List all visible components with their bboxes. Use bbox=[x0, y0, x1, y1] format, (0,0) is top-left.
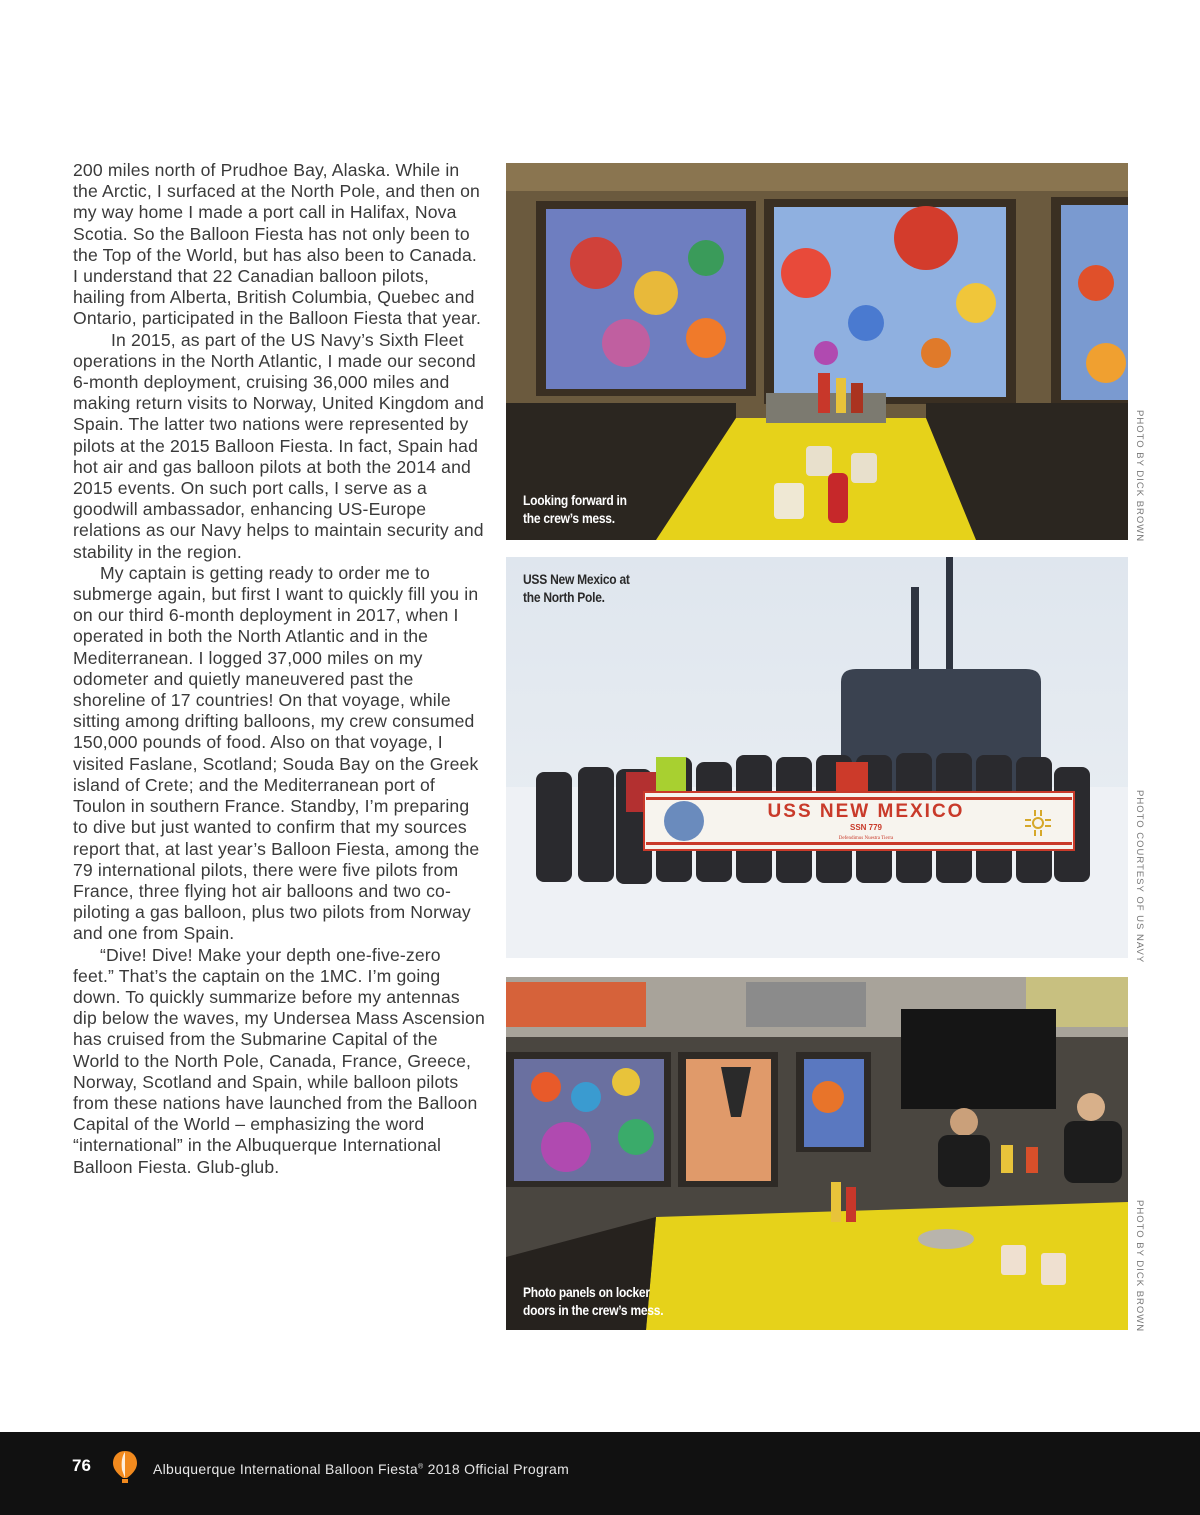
article-paragraph-2: In 2015, as part of the US Navy’s Sixth Fleet operations in the North Atlantic, I made our second 6-month deployment, cruising 36,000 miles and making return visits to Norway, United Kingdom and Spain. The latter two nations were represented by pilots at the 2015 Balloon Fiesta. In fact, Spain had hot air and gas balloon pilots at both the 2014 and 2015 events. On such port calls, I serve as a goodwill ambassador, enhancing US-Europe relations as our Navy helps to maintain security and stability in the region. bbox=[73, 329, 485, 562]
article-column bbox=[73, 160, 485, 1178]
photo-caption-locker-panels bbox=[523, 1283, 678, 1319]
publication-name: Albuquerque International Balloon Fiesta bbox=[153, 1461, 418, 1477]
photo-locker-panels-image bbox=[506, 977, 1128, 1330]
page-footer bbox=[0, 1432, 1200, 1515]
caption-line: doors in the crew’s mess. bbox=[523, 1302, 664, 1318]
page-number: 76 bbox=[72, 1456, 91, 1475]
caption-line: USS New Mexico at bbox=[523, 571, 630, 587]
article-paragraph-4: “Dive! Dive! Make your depth one-five-zero feet.” That’s the captain on the 1MC. I’m going down. To quickly summarize before my antennas dip below the waves, my Undersea Mass Ascension has cruised from the Submarine Capital of the World to the North Pole, Canada, France, Greece, Norway, Scotland and Spain, while balloon pilots from these nations have launched from the Balloon Capital of the World – emphasizing the word “international” in the Albuquerque International Balloon Fiesta. Glub-glub. bbox=[73, 944, 485, 1177]
caption-line: the crew’s mess. bbox=[523, 510, 615, 526]
photo-crews-mess-forward-image bbox=[506, 163, 1128, 540]
photo-credit-2: PHOTO COURTESY OF US NAVY bbox=[1134, 790, 1145, 964]
publication-title bbox=[153, 1461, 569, 1477]
banner-motto: Defendimus Nuestra Tierra bbox=[838, 836, 894, 841]
caption-line: Looking forward in bbox=[523, 492, 627, 508]
photo-credit-3: PHOTO BY DICK BROWN bbox=[1134, 1200, 1145, 1333]
photo-caption-crews-mess-forward bbox=[523, 491, 678, 527]
photo-locker-panels bbox=[506, 977, 1128, 1330]
caption-line: Photo panels on locker bbox=[523, 1284, 650, 1300]
publication-subtitle: 2018 Official Program bbox=[423, 1461, 570, 1477]
banner-title: USS NEW MEXICO bbox=[767, 801, 965, 822]
photo-uss-new-mexico-north-pole bbox=[506, 557, 1128, 958]
photo-crews-mess-forward bbox=[506, 163, 1128, 540]
balloon-logo-icon bbox=[112, 1450, 138, 1484]
registered-mark: ® bbox=[417, 1463, 424, 1471]
photo-caption-north-pole bbox=[523, 570, 678, 606]
banner-hull-number: SSN 779 bbox=[849, 823, 883, 832]
article-paragraph-3: My captain is getting ready to order me to submerge again, but first I want to quickly fill you in on our third 6-month deployment in 2017, when I operated in both the North Atlantic and in the Mediterranean. I logged 37,000 miles on my odometer and quietly maneuvered past the shoreline of 17 countries! On that voyage, while sitting among drifting balloons, my crew consumed 150,000 pounds of food. Also on that voyage, I visited Faslane, Scotland; Souda Bay on the Greek island of Crete; and the Mediterranean port of Toulon in southern France. Standby, I’m preparing to dive but just wanted to confirm that my sources report that, at last year’s Balloon Fiesta, among the 79 international pilots, there were five pilots from France, three flying hot air balloons and two co-piloting a gas balloon, plus two pilots from Norway and one from Spain. bbox=[73, 562, 480, 944]
photo-credit-1: PHOTO BY DICK BROWN bbox=[1134, 410, 1145, 543]
article-paragraph-1: 200 miles north of Prudhoe Bay, Alaska. While in the Arctic, I surfaced at the North Pole, and then on my way home I made a port call in Halifax, Nova Scotia. So the Balloon Fiesta has not only been to the Top of the World, but has also been to Canada. I understand that 22 Canadian balloon pilots, hailing from Alberta, British Columbia, Quebec and Ontario, participated in the Balloon Fiesta that year. bbox=[73, 160, 482, 329]
caption-line: the North Pole. bbox=[523, 589, 605, 605]
photo-north-pole-image bbox=[506, 557, 1128, 958]
